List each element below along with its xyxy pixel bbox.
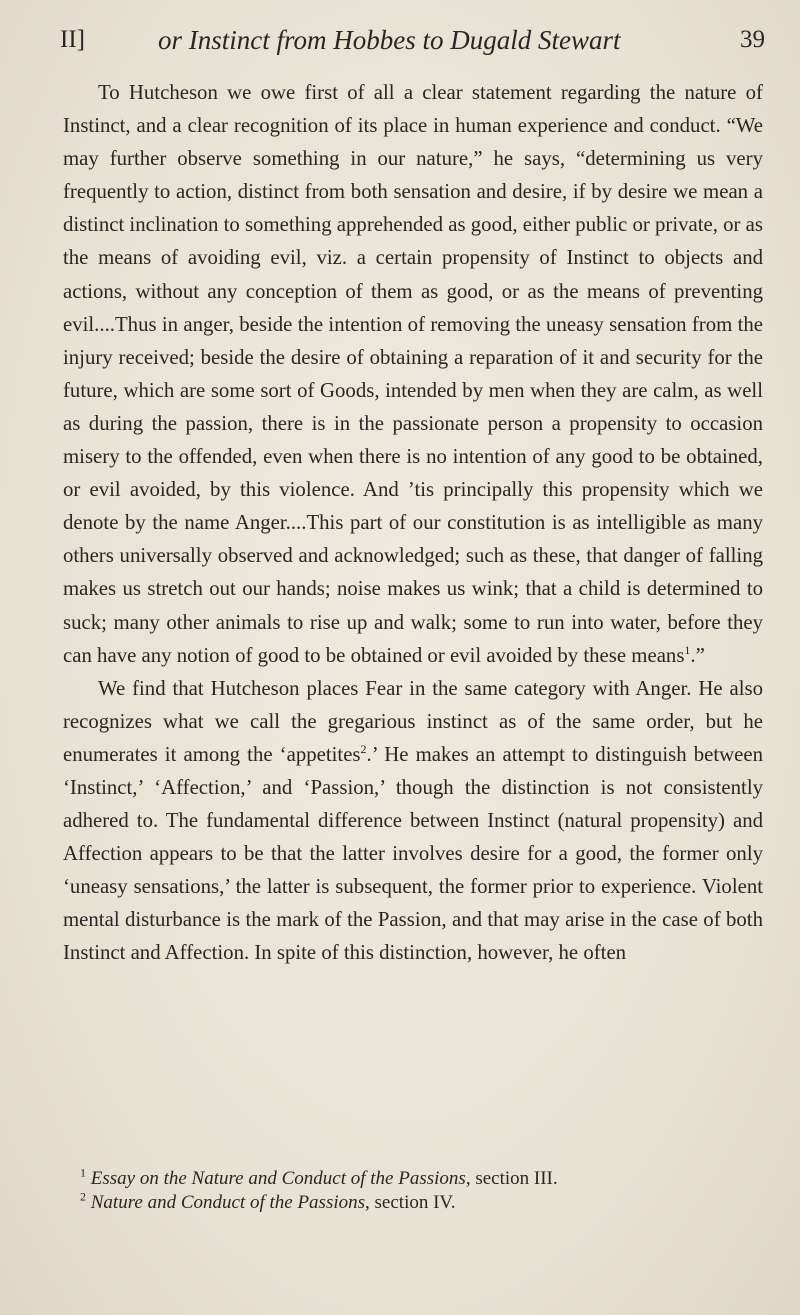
paragraph-1 [63,76,763,672]
footnotes [80,1167,760,1215]
footnote-2-section: , section IV. [365,1192,456,1213]
running-title: or Instinct from Hobbes to Dugald Stewart [158,25,621,55]
paragraph-1-end: .” [690,643,705,667]
footnote-2-title: Nature and Conduct of the Passions [90,1192,366,1213]
chapter-marker: II] [60,26,85,53]
paragraph-2-rest: .’ He makes an attempt to distinguish between ‘Instinct,’ ‘Affection,’ and ‘Passion,’ though the distinction is not consistently adhered to. The fundamental difference between Instinct (natural propensity) and Affection appears to be that the latter involves desire for a good, the former only ‘uneasy sensations,’ the latter is subsequent, the former prior to experience. Violent mental disturbance is the mark of the Passion, and that may arise in the case of both Instinct and Affection. In spite of this distinction, however, he often [63,742,763,965]
footnote-ref-2: 2 [360,741,367,756]
running-header [60,20,765,60]
footnote-2-number: 2 [80,1189,86,1204]
paragraph-2 [63,672,763,970]
paragraph-1-text: To Hutcheson we owe first of all a clear statement regarding the nature of Instinct, and a clear recognition of its place in human experience and conduct. “We may further observe something in our nature,” he says, “determining us very frequently to action, distinct from both sensation and desire, if by desire we mean a distinct inclination to something apprehended as good, either public or private, or as the means of avoiding evil, viz. a certain propensity of Instinct to objects and actions, without any conception of them as good, or as the means of preventing evil....Thus in anger, beside the intention of removing the uneasy sensation from the injury received; beside the desire of obtaining a reparation of it and security for the future, which are some sort of Goods, intended by men when they are calm, as well as during the passion, there is in the passionate person a propensity to occasion misery to the offended, even when there is no intention of any good to be obtained, or evil avoided, by this violence. And ’tis principally this propensity which we denote by the name Anger....This part of our constitution is as intelligible as many others universally observed and acknowledged; such as these, that danger of falling makes us stretch out our hands; noise makes us wink; that a child is determined to suck; many other animals to rise up and walk; some to run into water, before they can have any notion of good to be obtained or evil avoided by these means [63,81,763,667]
paragraph-2-text: We find that Hutcheson places Fear in the same category with Anger. He also recognizes what we call the gregarious instinct as of the same order, but he enumerates it among the ‘appetites [63,676,763,766]
footnote-2 [80,1191,760,1215]
footnote-1-title: Essay on the Nature and Conduct of the Passions [90,1168,466,1189]
footnote-1-section: , section III. [465,1168,558,1189]
footnote-1-number: 1 [80,1165,86,1180]
page-number: 39 [740,26,765,53]
footnote-ref-1: 1 [684,642,691,657]
footnote-1 [80,1167,760,1191]
body-text [63,76,763,970]
